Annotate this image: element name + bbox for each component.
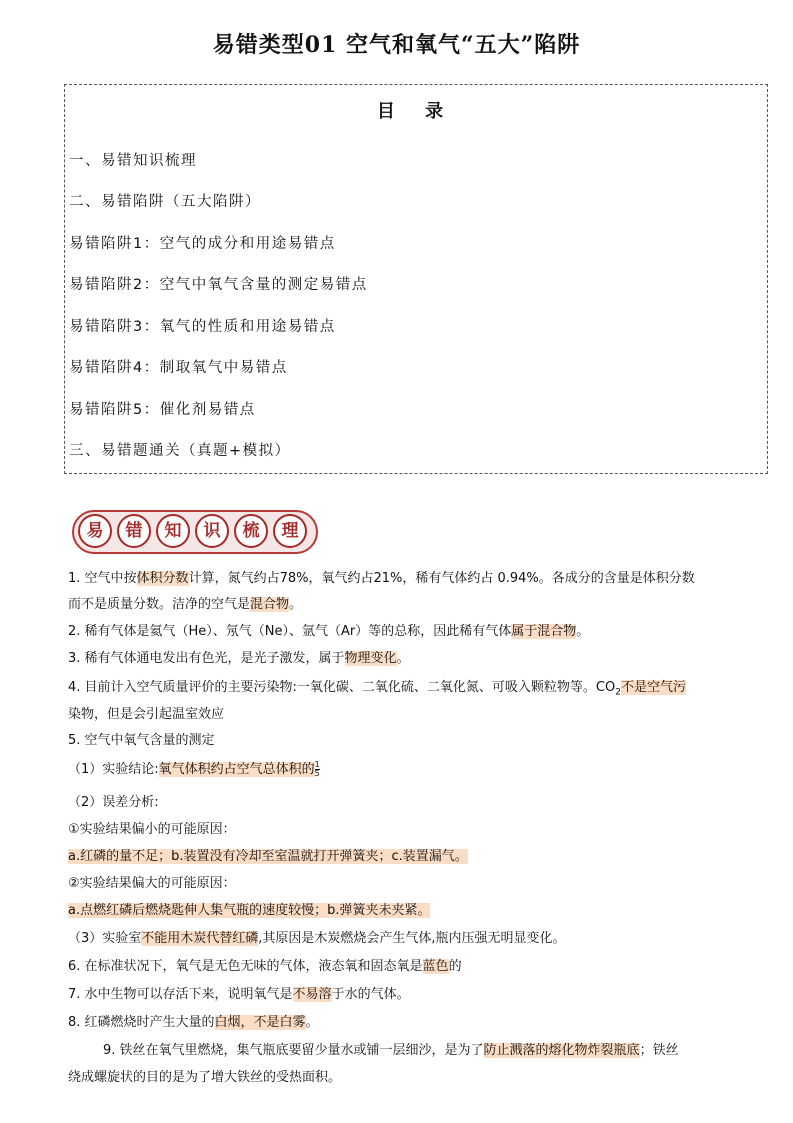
- high-result-reasons: [68, 901, 430, 921]
- banner-char: 错: [117, 514, 151, 548]
- highlight: 不易溶: [292, 987, 332, 1002]
- low-result-reasons: [68, 847, 468, 867]
- point-5-charcoal: （3）实验室不能用木炭代替红磷,其原因是木炭燃烧会产生气体,瓶内压强无明显变化。: [68, 931, 566, 946]
- point-1-line-b: 而不是质量分数。洁净的空气是混合物。: [68, 597, 303, 612]
- point-3: 3. 稀有气体通电发出有色光，是光子激发，属于物理变化。: [68, 651, 410, 666]
- table-of-contents: [64, 84, 768, 474]
- highlight: 防止溅落的熔化物炸裂瓶底: [483, 1043, 640, 1058]
- toc-item-trap-4: 易错陷阱4：制取氧气中易错点: [69, 360, 288, 376]
- banner-char: 理: [273, 514, 307, 548]
- toc-item-trap-5: 易错陷阱5：催化剂易错点: [69, 402, 256, 418]
- point-4-line-a: 4. 目前计入空气质量评价的主要污染物:一氧化碳、二氧化硫、二氧化氮、可吸入颗粒物等。$CO_2$不是空气污: [68, 680, 686, 698]
- highlight: 属于混合物: [511, 624, 577, 639]
- highlight: 不是空气污: [620, 680, 686, 695]
- page-title: 易错类型01 空气和氧气“五大”陷阱: [212, 32, 581, 58]
- point-7: 7. 水中生物可以存活下来，说明氧气是不易溶于水的气体。: [68, 987, 410, 1002]
- point-1-line-a: 1. 空气中按体积分数计算，氮气约占78%，氧气约占21%，稀有气体约占 0.94%。各成分的含量是体积分数: [68, 571, 695, 586]
- point-8: 8. 红磷燃烧时产生大量的白烟，不是白雾。: [68, 1015, 319, 1030]
- highlight: a.点燃红磷后燃烧匙伸人集气瓶的速度较慢；b.弹簧夹未夹紧。: [68, 903, 431, 918]
- toc-item-traps: 二、易错陷阱（五大陷阱）: [69, 194, 261, 210]
- highlight: a.红磷的量不足；b.装置没有冷却至室温就打开弹簧夹；c.装置漏气。: [68, 849, 468, 864]
- fraction-one-fifth: $\frac{1}{5}$: [314, 760, 320, 778]
- toc-item-trap-2: 易错陷阱2：空气中氧气含量的测定易错点: [69, 277, 368, 293]
- banner-char: 识: [195, 514, 229, 548]
- highlight: 体积分数: [136, 571, 189, 586]
- banner-char: 知: [156, 514, 190, 548]
- high-result-reasons-heading: ②实验结果偏大的可能原因：: [68, 876, 236, 891]
- highlight: 混合物: [250, 597, 290, 612]
- toc-item-knowledge: 一、易错知识梳理: [69, 153, 197, 169]
- section-banner: [72, 510, 318, 554]
- banner-char: 梳: [234, 514, 268, 548]
- highlight: 氧气体积约占空气总体积的: [158, 762, 315, 777]
- point-4-line-b: 染物，但是会引起温室效应: [68, 707, 225, 722]
- highlight: 蓝色: [422, 959, 449, 974]
- point-2: 2. 稀有气体是氦气（He）、氖气（Ne）、氩气（Ar）等的总称，因此稀有气体属于混合物。: [68, 624, 590, 639]
- point-5-error-analysis: （2）误差分析:: [68, 795, 159, 810]
- point-9-line-a: 9. 铁丝在氧气里燃烧，集气瓶底要留少量水或铺一层细沙，是为了防止溅落的熔化物炸裂瓶底；铁丝: [103, 1043, 679, 1058]
- banner-char: 易: [78, 514, 112, 548]
- toc-item-trap-1: 易错陷阱1：空气的成分和用途易错点: [69, 236, 336, 252]
- highlight: 白烟，不是白雾: [214, 1015, 306, 1030]
- highlight: 不能用木炭代替红磷: [141, 931, 259, 946]
- point-5-conclusion: （1）实验结论:氧气体积约占空气总体积的 $\frac{1}{5}$: [68, 760, 320, 778]
- toc-item-trap-3: 易错陷阱3：氧气的性质和用途易错点: [69, 319, 336, 335]
- point-5-heading: 5. 空气中氧气含量的测定: [68, 733, 215, 748]
- point-9-line-b: 绕成螺旋状的目的是为了增大铁丝的受热面积。: [68, 1070, 342, 1085]
- low-result-reasons-heading: ①实验结果偏小的可能原因：: [68, 822, 236, 837]
- toc-heading: 目 录: [376, 101, 456, 122]
- toc-item-exercises: 三、易错题通关（真题+模拟）: [69, 443, 291, 459]
- highlight: 物理变化: [344, 651, 397, 666]
- point-6: 6. 在标准状况下，氧气是无色无味的气体，液态氧和固态氧是蓝色的: [68, 959, 462, 974]
